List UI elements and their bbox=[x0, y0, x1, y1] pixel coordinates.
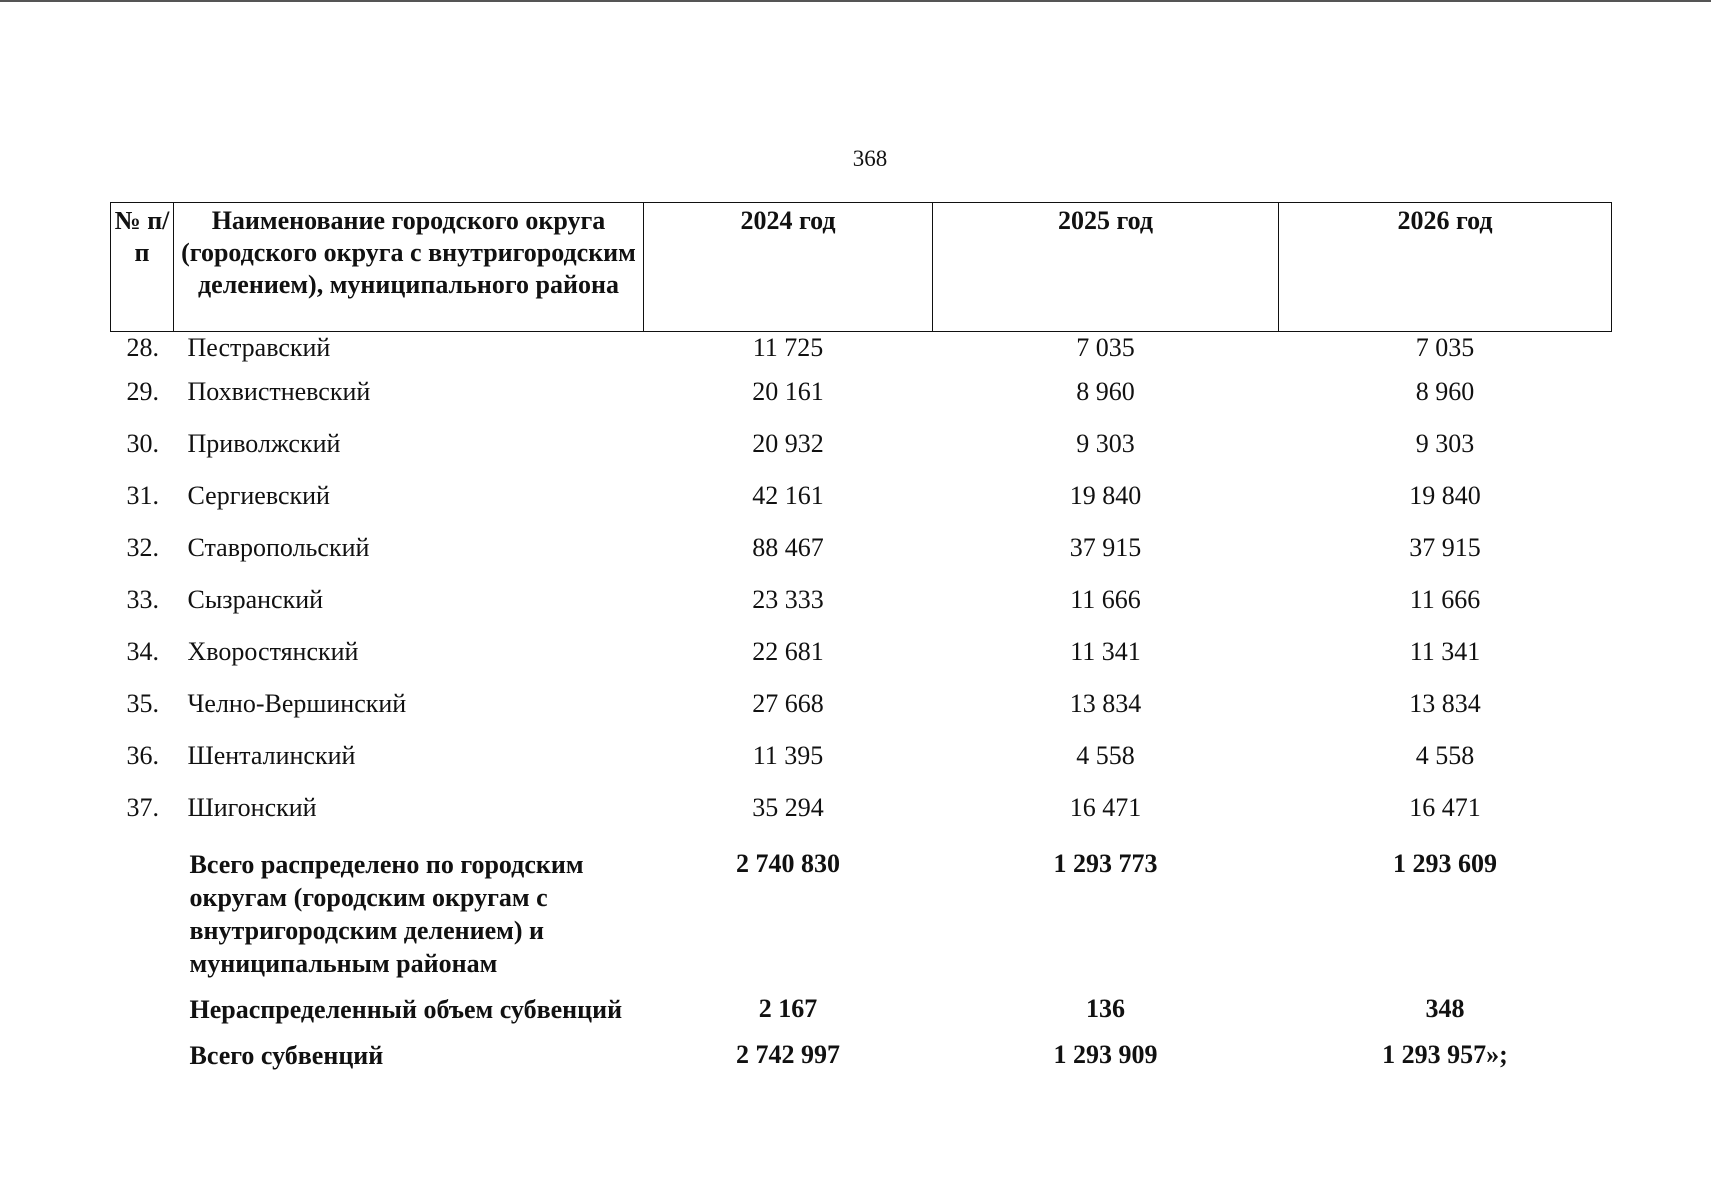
row-name: Шигонский bbox=[187, 793, 317, 822]
total-subventions-row bbox=[111, 1027, 1612, 1073]
row-value-2026: 37 915 bbox=[1409, 533, 1481, 562]
undistributed-2026: 348 bbox=[1425, 994, 1465, 1023]
row-name: Сызранский bbox=[187, 585, 324, 614]
total-subventions-2026: 1 293 957»; bbox=[1382, 1040, 1508, 1069]
total-distributed-row bbox=[111, 836, 1612, 981]
header-2024: 2024 год bbox=[644, 203, 933, 332]
row-value-2024: 20 932 bbox=[752, 429, 824, 458]
row-value-2024: 22 681 bbox=[752, 637, 824, 666]
row-value-2025: 37 915 bbox=[1069, 533, 1142, 562]
table-row bbox=[111, 368, 1612, 420]
total-distributed-2024: 2 740 830 bbox=[736, 849, 840, 878]
row-value-2025: 4 558 bbox=[1076, 741, 1135, 770]
row-number: 28. bbox=[126, 333, 159, 362]
row-value-2026: 16 471 bbox=[1409, 793, 1481, 822]
row-number: 29. bbox=[126, 377, 159, 406]
table-row bbox=[111, 680, 1612, 732]
undistributed-row bbox=[111, 981, 1612, 1027]
row-name: Ставропольский bbox=[187, 533, 370, 562]
row-value-2024: 42 161 bbox=[752, 481, 824, 510]
row-value-2025: 8 960 bbox=[1076, 377, 1135, 406]
scan-top-edge bbox=[0, 0, 1711, 2]
row-value-2025: 7 035 bbox=[1076, 333, 1135, 362]
row-value-2025: 13 834 bbox=[1069, 689, 1142, 718]
row-name: Челно-Вершинский bbox=[187, 689, 407, 718]
undistributed-2024: 2 167 bbox=[758, 994, 818, 1023]
row-value-2025: 9 303 bbox=[1076, 429, 1135, 458]
table-row bbox=[111, 420, 1612, 472]
table-row bbox=[111, 472, 1612, 524]
table-row bbox=[111, 576, 1612, 628]
row-value-2025: 19 840 bbox=[1069, 481, 1142, 510]
total-distributed-2026: 1 293 609 bbox=[1393, 849, 1497, 878]
row-name: Сергиевский bbox=[187, 481, 330, 510]
table-row bbox=[111, 784, 1612, 836]
row-value-2024: 27 668 bbox=[752, 689, 824, 718]
row-value-2026: 11 341 bbox=[1409, 637, 1481, 666]
row-name: Пестравский bbox=[187, 333, 331, 362]
undistributed-2025: 136 bbox=[1086, 994, 1125, 1023]
total-distributed-2025: 1 293 773 bbox=[1053, 849, 1158, 878]
empty-cell bbox=[111, 1027, 174, 1073]
row-value-2026: 19 840 bbox=[1409, 481, 1481, 510]
table-row bbox=[111, 332, 1612, 369]
table-row bbox=[111, 524, 1612, 576]
row-value-2024: 88 467 bbox=[752, 533, 824, 562]
row-number: 31. bbox=[126, 481, 159, 510]
row-value-2026: 8 960 bbox=[1415, 377, 1475, 406]
row-value-2026: 11 666 bbox=[1409, 585, 1481, 614]
total-subventions-2025: 1 293 909 bbox=[1053, 1040, 1158, 1069]
table-body bbox=[111, 332, 1612, 1074]
row-value-2025: 16 471 bbox=[1069, 793, 1142, 822]
header-name: Наименование городского округа (городского округа с внутригородским делением), муниципального района bbox=[174, 203, 644, 332]
table-row bbox=[111, 628, 1612, 680]
row-value-2026: 4 558 bbox=[1415, 741, 1475, 770]
row-number: 33. bbox=[126, 585, 159, 614]
row-number: 32. bbox=[126, 533, 159, 562]
table-header bbox=[111, 203, 1612, 332]
row-number: 35. bbox=[126, 689, 159, 718]
row-value-2024: 35 294 bbox=[752, 793, 824, 822]
row-value-2024: 11 395 bbox=[752, 741, 824, 770]
total-subventions-label: Всего субвенций bbox=[189, 1041, 384, 1070]
subventions-table bbox=[110, 202, 1612, 1073]
row-number: 36. bbox=[126, 741, 159, 770]
row-value-2026: 7 035 bbox=[1415, 333, 1475, 362]
undistributed-label: Нераспределенный объем субвенций bbox=[189, 995, 623, 1024]
row-number: 37. bbox=[126, 793, 159, 822]
row-name: Хворостянский bbox=[187, 637, 359, 666]
row-name: Приволжский bbox=[187, 429, 341, 458]
row-name: Похвистневский bbox=[187, 377, 371, 406]
row-number: 34. bbox=[126, 637, 159, 666]
header-num: № п/п bbox=[111, 203, 174, 332]
row-value-2024: 11 725 bbox=[752, 333, 824, 362]
row-value-2026: 13 834 bbox=[1409, 689, 1481, 718]
empty-cell bbox=[111, 981, 174, 1027]
total-distributed-label: Всего распределено по городским округам (городским округам с внутригородским делением) и муниципальным районам bbox=[189, 850, 584, 978]
total-subventions-2024: 2 742 997 bbox=[736, 1040, 840, 1069]
row-number: 30. bbox=[126, 429, 159, 458]
header-2026: 2026 год bbox=[1279, 203, 1612, 332]
row-value-2025: 11 341 bbox=[1070, 637, 1141, 666]
row-value-2026: 9 303 bbox=[1415, 429, 1475, 458]
empty-cell bbox=[111, 836, 174, 981]
row-value-2024: 23 333 bbox=[752, 585, 824, 614]
header-2025: 2025 год bbox=[933, 203, 1279, 332]
row-value-2024: 20 161 bbox=[752, 377, 824, 406]
row-name: Шенталинский bbox=[187, 741, 356, 770]
page-number: 368 bbox=[852, 146, 888, 171]
header-row bbox=[111, 203, 1612, 332]
table-row bbox=[111, 732, 1612, 784]
row-value-2025: 11 666 bbox=[1070, 585, 1141, 614]
